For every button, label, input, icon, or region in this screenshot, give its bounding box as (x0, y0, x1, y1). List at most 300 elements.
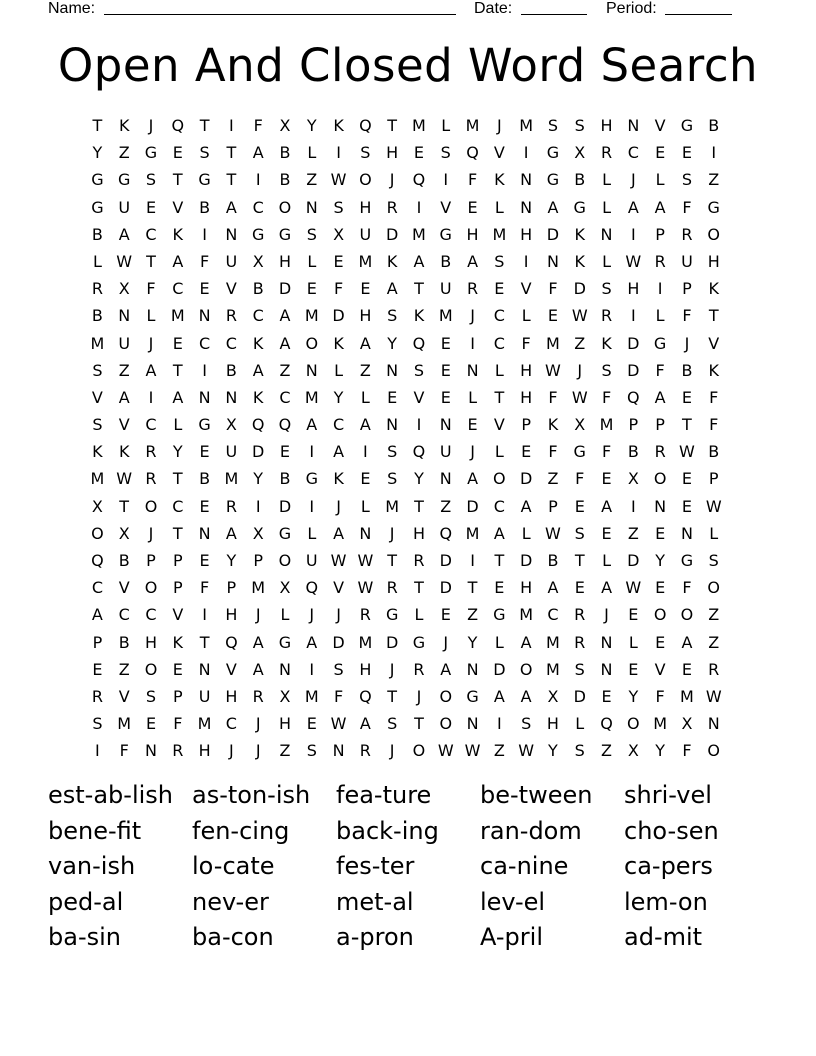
grid-letter[interactable]: A (91, 605, 103, 625)
grid-letter[interactable]: G (198, 415, 211, 435)
grid-letter[interactable]: V (413, 387, 425, 407)
grid-letter[interactable]: G (707, 197, 720, 217)
grid-letter[interactable]: E (145, 197, 157, 217)
grid-letter[interactable]: L (334, 360, 344, 380)
grid-letter[interactable]: R (466, 279, 479, 299)
grid-letter[interactable]: W (116, 469, 133, 489)
grid-letter[interactable]: E (628, 659, 639, 679)
grid-letter[interactable]: F (709, 415, 719, 435)
grid-letter[interactable]: D (439, 578, 452, 598)
grid-letter[interactable]: T (414, 714, 424, 734)
grid-letter[interactable]: R (654, 251, 666, 271)
grid-letter[interactable]: G (144, 143, 158, 163)
grid-letter[interactable]: H (359, 197, 372, 217)
grid-letter[interactable]: U (118, 197, 131, 217)
grid-letter[interactable]: F (199, 251, 210, 271)
grid-letter[interactable]: S (92, 714, 103, 734)
grid-letter[interactable]: W (545, 360, 561, 380)
grid-letter[interactable]: S (387, 442, 398, 462)
grid-letter[interactable]: G (91, 197, 104, 217)
grid-letter[interactable]: E (172, 143, 183, 163)
grid-letter[interactable]: I (255, 170, 261, 190)
grid-letter[interactable]: Z (493, 741, 505, 761)
grid-letter[interactable]: N (386, 360, 399, 380)
grid-letter[interactable]: G (412, 632, 426, 652)
grid-letter[interactable]: N (520, 170, 533, 190)
grid-letter[interactable]: G (305, 469, 318, 489)
grid-letter[interactable]: I (148, 387, 154, 407)
grid-letter[interactable]: P (172, 686, 183, 706)
grid-letter[interactable]: A (681, 632, 693, 652)
grid-letter[interactable]: E (655, 523, 666, 543)
grid-letter[interactable]: S (92, 415, 103, 435)
grid-letter[interactable]: M (117, 714, 132, 734)
grid-letter[interactable]: K (252, 387, 264, 407)
grid-letter[interactable]: E (199, 442, 210, 462)
grid-letter[interactable]: H (225, 686, 238, 706)
grid-letter[interactable]: B (440, 251, 452, 271)
grid-letter[interactable]: A (359, 415, 371, 435)
grid-letter[interactable]: P (655, 415, 665, 435)
grid-letter[interactable]: K (574, 251, 585, 271)
grid-letter[interactable]: E (92, 659, 103, 679)
grid-letter[interactable]: F (119, 741, 129, 761)
grid-letter[interactable]: D (386, 632, 399, 652)
grid-letter[interactable]: G (546, 170, 560, 190)
grid-letter[interactable]: P (253, 551, 263, 570)
grid-letter[interactable]: E (440, 605, 451, 625)
grid-letter[interactable]: E (521, 442, 532, 462)
grid-letter[interactable]: X (91, 496, 103, 516)
grid-letter[interactable]: I (470, 333, 475, 353)
grid-letter[interactable]: K (333, 469, 344, 489)
grid-letter[interactable]: A (118, 224, 130, 244)
grid-letter[interactable]: T (119, 496, 130, 516)
grid-letter[interactable]: Q (359, 686, 372, 706)
grid-letter[interactable]: H (600, 116, 613, 135)
grid-letter[interactable]: E (547, 306, 558, 326)
grid-letter[interactable]: I (202, 360, 207, 380)
grid-letter[interactable]: T (199, 632, 210, 652)
grid-letter[interactable]: I (202, 224, 207, 244)
grid-letter[interactable]: S (199, 143, 210, 163)
name-field[interactable] (104, 14, 456, 15)
grid-letter[interactable]: W (330, 551, 347, 570)
grid-letter[interactable]: S (601, 360, 612, 380)
grid-letter[interactable]: T (387, 116, 398, 135)
grid-letter[interactable]: Z (708, 632, 720, 652)
grid-letter[interactable]: H (198, 741, 211, 761)
grid-letter[interactable]: C (252, 197, 264, 217)
grid-letter[interactable]: Q (305, 578, 319, 598)
grid-letter[interactable]: Q (251, 415, 265, 435)
grid-letter[interactable]: B (279, 469, 291, 489)
grid-letter[interactable]: F (333, 686, 344, 706)
grid-letter[interactable]: T (199, 116, 210, 135)
grid-letter[interactable]: E (440, 333, 451, 353)
grid-letter[interactable]: X (547, 686, 559, 706)
grid-letter[interactable]: Q (439, 523, 453, 543)
grid-letter[interactable]: P (628, 415, 639, 435)
grid-letter[interactable]: H (386, 143, 399, 163)
grid-letter[interactable]: A (306, 415, 318, 435)
grid-letter[interactable]: A (627, 197, 639, 217)
grid-letter[interactable]: D (627, 551, 640, 570)
grid-letter[interactable]: R (225, 306, 237, 326)
grid-letter[interactable]: J (389, 170, 395, 190)
grid-letter[interactable]: V (654, 659, 666, 679)
grid-letter[interactable]: N (225, 224, 238, 244)
grid-letter[interactable]: T (682, 415, 692, 435)
grid-letter[interactable]: J (496, 116, 502, 135)
grid-letter[interactable]: D (332, 306, 345, 326)
grid-letter[interactable]: M (304, 387, 319, 407)
grid-letter[interactable]: P (708, 469, 719, 489)
grid-letter[interactable]: L (521, 523, 531, 543)
grid-letter[interactable]: T (146, 251, 156, 271)
grid-letter[interactable]: O (707, 578, 721, 598)
grid-letter[interactable]: C (199, 333, 211, 353)
grid-letter[interactable]: J (255, 605, 261, 625)
grid-letter[interactable]: W (625, 578, 642, 598)
grid-letter[interactable]: J (336, 496, 341, 516)
grid-letter[interactable]: Q (412, 442, 426, 462)
grid-letter[interactable]: Q (171, 116, 185, 135)
grid-letter[interactable]: L (307, 523, 317, 543)
grid-letter[interactable]: A (172, 251, 184, 271)
grid-letter[interactable]: A (520, 496, 532, 516)
grid-letter[interactable]: N (627, 116, 640, 135)
grid-letter[interactable]: Z (708, 170, 720, 190)
grid-letter[interactable]: L (655, 306, 665, 326)
grid-letter[interactable]: T (172, 469, 183, 489)
grid-letter[interactable]: S (494, 251, 505, 271)
grid-letter[interactable]: Y (655, 741, 666, 761)
grid-letter[interactable]: V (118, 415, 130, 435)
grid-letter[interactable]: T (414, 279, 424, 299)
grid-letter[interactable]: V (520, 279, 532, 299)
grid-letter[interactable]: A (520, 686, 532, 706)
grid-letter[interactable]: G (278, 523, 292, 543)
grid-letter[interactable]: E (413, 143, 425, 163)
grid-letter[interactable]: I (630, 496, 636, 516)
grid-letter[interactable]: V (493, 415, 505, 435)
grid-letter[interactable]: S (413, 360, 425, 380)
grid-letter[interactable]: O (627, 714, 640, 734)
grid-letter[interactable]: F (709, 387, 719, 407)
grid-letter[interactable]: G (278, 632, 292, 652)
grid-letter[interactable]: V (118, 578, 130, 598)
grid-letter[interactable]: R (600, 306, 613, 326)
grid-letter[interactable]: K (494, 170, 505, 190)
grid-letter[interactable]: C (225, 714, 237, 734)
grid-letter[interactable]: E (681, 496, 692, 516)
grid-letter[interactable]: D (466, 496, 479, 516)
grid-letter[interactable]: E (279, 442, 291, 462)
grid-letter[interactable]: T (172, 170, 183, 190)
grid-letter[interactable]: A (386, 279, 398, 299)
grid-letter[interactable]: O (439, 714, 453, 734)
grid-letter[interactable]: I (416, 197, 422, 217)
grid-letter[interactable]: N (600, 659, 613, 679)
grid-letter[interactable]: L (602, 197, 611, 217)
grid-letter[interactable]: X (225, 415, 237, 435)
grid-letter[interactable]: E (655, 578, 666, 598)
grid-letter[interactable]: C (252, 306, 264, 326)
grid-letter[interactable]: R (654, 442, 666, 462)
grid-letter[interactable]: F (333, 279, 344, 299)
grid-letter[interactable]: J (577, 360, 583, 380)
grid-letter[interactable]: A (601, 578, 613, 598)
grid-letter[interactable]: E (601, 469, 612, 489)
grid-letter[interactable]: N (466, 714, 479, 734)
grid-letter[interactable]: D (519, 551, 533, 570)
grid-letter[interactable]: S (574, 116, 585, 135)
grid-letter[interactable]: F (146, 279, 156, 299)
grid-letter[interactable]: O (91, 523, 104, 543)
grid-letter[interactable]: S (387, 306, 398, 326)
grid-letter[interactable]: H (520, 387, 533, 407)
grid-letter[interactable]: K (118, 116, 130, 135)
grid-letter[interactable]: X (681, 714, 693, 734)
grid-letter[interactable]: J (148, 116, 154, 135)
grid-letter[interactable]: X (574, 143, 586, 163)
grid-letter[interactable]: C (225, 333, 237, 353)
grid-letter[interactable]: I (95, 741, 100, 761)
grid-letter[interactable]: O (680, 605, 694, 625)
grid-letter[interactable]: Y (172, 442, 183, 462)
grid-letter[interactable]: L (494, 442, 504, 462)
grid-letter[interactable]: E (199, 496, 210, 516)
grid-letter[interactable]: A (252, 143, 264, 163)
grid-letter[interactable]: M (492, 224, 507, 244)
grid-letter[interactable]: N (225, 387, 238, 407)
grid-letter[interactable]: X (279, 578, 291, 598)
grid-letter[interactable]: M (599, 415, 614, 435)
grid-letter[interactable]: A (252, 360, 264, 380)
grid-letter[interactable]: W (357, 578, 374, 598)
grid-letter[interactable]: A (333, 442, 345, 462)
grid-letter[interactable]: I (630, 224, 636, 244)
grid-letter[interactable]: E (681, 659, 692, 679)
grid-letter[interactable]: I (309, 496, 315, 516)
grid-letter[interactable]: R (681, 224, 693, 244)
grid-letter[interactable]: K (118, 442, 130, 462)
grid-letter[interactable]: D (627, 360, 640, 380)
grid-letter[interactable]: N (305, 360, 318, 380)
grid-letter[interactable]: A (440, 659, 452, 679)
grid-letter[interactable]: T (226, 143, 237, 163)
grid-letter[interactable]: B (91, 224, 103, 244)
grid-letter[interactable]: U (305, 551, 318, 570)
grid-letter[interactable]: H (144, 632, 157, 652)
grid-letter[interactable]: L (92, 251, 102, 271)
grid-letter[interactable]: S (547, 116, 559, 135)
grid-letter[interactable]: F (548, 279, 558, 299)
grid-letter[interactable]: G (278, 224, 292, 244)
grid-letter[interactable]: J (684, 333, 690, 353)
grid-letter[interactable]: K (708, 279, 719, 299)
grid-letter[interactable]: G (653, 333, 667, 353)
grid-letter[interactable]: T (92, 116, 103, 135)
grid-letter[interactable]: E (628, 605, 639, 625)
grid-letter[interactable]: E (655, 632, 666, 652)
grid-letter[interactable]: X (574, 415, 586, 435)
grid-letter[interactable]: T (494, 387, 505, 407)
grid-letter[interactable]: Z (601, 741, 613, 761)
grid-letter[interactable]: Y (92, 143, 103, 163)
grid-letter[interactable]: V (440, 197, 452, 217)
grid-letter[interactable]: R (252, 686, 264, 706)
grid-letter[interactable]: A (118, 387, 130, 407)
grid-letter[interactable]: D (332, 632, 345, 652)
grid-letter[interactable]: Y (306, 116, 317, 135)
grid-letter[interactable]: R (708, 659, 720, 679)
grid-letter[interactable]: A (467, 251, 479, 271)
grid-letter[interactable]: R (145, 442, 157, 462)
grid-letter[interactable]: H (278, 251, 291, 271)
grid-letter[interactable]: V (225, 659, 237, 679)
grid-letter[interactable]: M (358, 632, 373, 652)
grid-letter[interactable]: A (225, 197, 237, 217)
grid-letter[interactable]: I (363, 442, 368, 462)
grid-letter[interactable]: W (116, 251, 133, 271)
grid-letter[interactable]: A (359, 333, 371, 353)
grid-letter[interactable]: I (523, 251, 529, 271)
grid-letter[interactable]: B (708, 116, 720, 135)
grid-letter[interactable]: V (172, 605, 184, 625)
grid-letter[interactable]: K (333, 116, 344, 135)
grid-letter[interactable]: H (520, 360, 533, 380)
grid-letter[interactable]: B (225, 360, 237, 380)
grid-letter[interactable]: M (438, 306, 453, 326)
grid-letter[interactable]: Q (278, 415, 292, 435)
grid-letter[interactable]: S (306, 741, 317, 761)
grid-letter[interactable]: X (118, 523, 130, 543)
grid-letter[interactable]: C (627, 143, 639, 163)
grid-letter[interactable]: E (440, 360, 451, 380)
grid-letter[interactable]: A (172, 387, 184, 407)
grid-letter[interactable]: O (653, 605, 667, 625)
grid-letter[interactable]: M (519, 605, 534, 625)
grid-letter[interactable]: E (494, 578, 505, 598)
grid-letter[interactable]: F (682, 197, 692, 217)
grid-letter[interactable]: T (494, 551, 505, 570)
grid-letter[interactable]: F (253, 116, 263, 135)
grid-letter[interactable]: N (707, 714, 720, 734)
grid-letter[interactable]: R (386, 197, 398, 217)
grid-letter[interactable]: S (387, 714, 398, 734)
grid-letter[interactable]: S (145, 170, 157, 190)
grid-letter[interactable]: U (439, 442, 452, 462)
grid-letter[interactable]: H (627, 279, 640, 299)
grid-letter[interactable]: B (627, 442, 639, 462)
grid-letter[interactable]: H (359, 306, 372, 326)
grid-letter[interactable]: F (173, 714, 183, 734)
grid-letter[interactable]: T (172, 360, 183, 380)
grid-letter[interactable]: K (574, 224, 585, 244)
grid-letter[interactable]: O (707, 741, 721, 761)
grid-letter[interactable]: V (91, 387, 103, 407)
grid-letter[interactable]: L (602, 170, 611, 190)
grid-letter[interactable]: E (467, 197, 478, 217)
grid-letter[interactable]: U (359, 224, 372, 244)
grid-letter[interactable]: Z (118, 360, 130, 380)
grid-letter[interactable]: D (573, 686, 586, 706)
grid-letter[interactable]: K (708, 360, 719, 380)
grid-letter[interactable]: A (654, 387, 666, 407)
grid-letter[interactable]: R (145, 469, 157, 489)
grid-letter[interactable]: F (467, 170, 478, 190)
grid-letter[interactable]: U (118, 333, 131, 353)
grid-letter[interactable]: J (336, 605, 341, 625)
grid-letter[interactable]: M (170, 306, 185, 326)
grid-letter[interactable]: D (252, 442, 265, 462)
grid-letter[interactable]: R (172, 741, 184, 761)
grid-letter[interactable]: E (199, 279, 210, 299)
grid-letter[interactable]: N (198, 387, 211, 407)
grid-letter[interactable]: L (360, 496, 370, 516)
grid-letter[interactable]: A (520, 632, 532, 652)
grid-letter[interactable]: W (330, 714, 347, 734)
grid-letter[interactable]: J (470, 306, 475, 326)
grid-letter[interactable]: Q (359, 116, 372, 135)
grid-letter[interactable]: I (309, 442, 315, 462)
grid-letter[interactable]: L (709, 523, 719, 543)
grid-letter[interactable]: Z (306, 170, 318, 190)
grid-letter[interactable]: O (519, 659, 533, 679)
grid-letter[interactable]: P (226, 578, 237, 598)
grid-letter[interactable]: F (682, 578, 692, 598)
grid-letter[interactable]: K (547, 415, 559, 435)
grid-letter[interactable]: C (493, 306, 505, 326)
grid-letter[interactable]: H (278, 714, 291, 734)
grid-letter[interactable]: B (547, 551, 559, 570)
grid-letter[interactable]: P (655, 224, 665, 244)
grid-letter[interactable]: O (493, 469, 506, 489)
grid-letter[interactable]: S (574, 741, 585, 761)
grid-letter[interactable]: P (521, 415, 531, 435)
grid-letter[interactable]: M (680, 686, 694, 706)
grid-letter[interactable]: J (389, 741, 395, 761)
grid-letter[interactable]: J (630, 170, 636, 190)
grid-letter[interactable]: I (630, 306, 636, 326)
grid-letter[interactable]: T (467, 578, 478, 598)
grid-letter[interactable]: Z (467, 605, 479, 625)
grid-letter[interactable]: F (548, 387, 558, 407)
grid-letter[interactable]: C (279, 387, 291, 407)
grid-letter[interactable]: X (333, 224, 345, 244)
grid-letter[interactable]: O (412, 741, 426, 761)
grid-letter[interactable]: V (225, 279, 237, 299)
grid-letter[interactable]: S (145, 686, 157, 706)
grid-letter[interactable]: S (92, 360, 103, 380)
grid-letter[interactable]: M (653, 714, 668, 734)
grid-letter[interactable]: G (385, 605, 399, 625)
grid-letter[interactable]: Z (359, 360, 371, 380)
grid-letter[interactable]: A (601, 496, 613, 516)
grid-letter[interactable]: A (493, 523, 505, 543)
grid-letter[interactable]: C (172, 496, 184, 516)
grid-letter[interactable]: C (172, 279, 184, 299)
grid-letter[interactable]: X (252, 251, 264, 271)
grid-letter[interactable]: E (306, 714, 317, 734)
grid-letter[interactable]: N (198, 659, 211, 679)
grid-letter[interactable]: N (386, 415, 399, 435)
grid-letter[interactable]: T (708, 306, 719, 326)
grid-letter[interactable]: N (439, 415, 452, 435)
grid-letter[interactable]: N (439, 469, 452, 489)
